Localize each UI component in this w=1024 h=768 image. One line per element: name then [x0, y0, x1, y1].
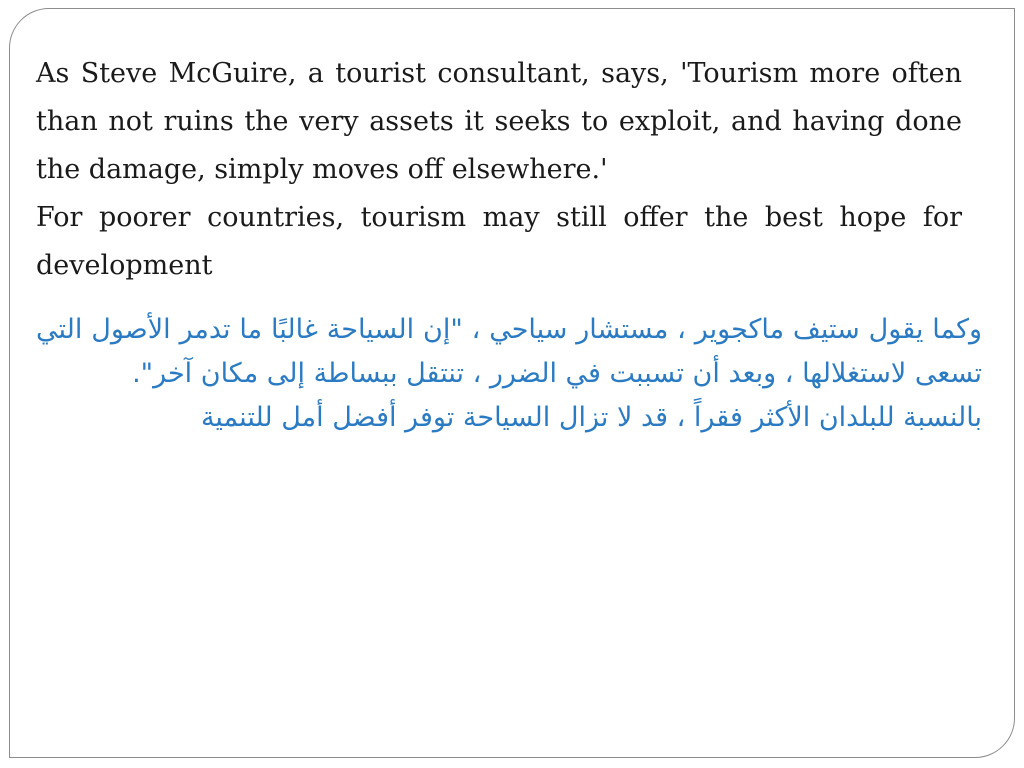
arabic-paragraph-development: بالنسبة للبلدان الأكثر فقراً ، قد لا تزال السياحة توفر أفضل أمل للتنمية	[200, 402, 982, 433]
english-text-block	[36, 50, 962, 290]
arabic-paragraph-quote: وكما يقول ستيف ماكجوير ، مستشار سياحي ، "إن السياحة غالبًا ما تدمر الأصول التي تسعى لاستغلالها ، وبعد أن تسببت في الضرر ، تنتقل ببساطة إلى مكان آخر".	[36, 314, 982, 389]
english-paragraph-quote: As Steve McGuire, a tourist consultant, says, 'Tourism more often than not ruins the very assets it seeks to exploit, and having done the damage, simply moves off elsewhere.'	[36, 58, 962, 185]
english-paragraph-development: For poorer countries, tourism may still offer the best hope for development	[36, 202, 962, 281]
arabic-text-block	[36, 308, 982, 440]
